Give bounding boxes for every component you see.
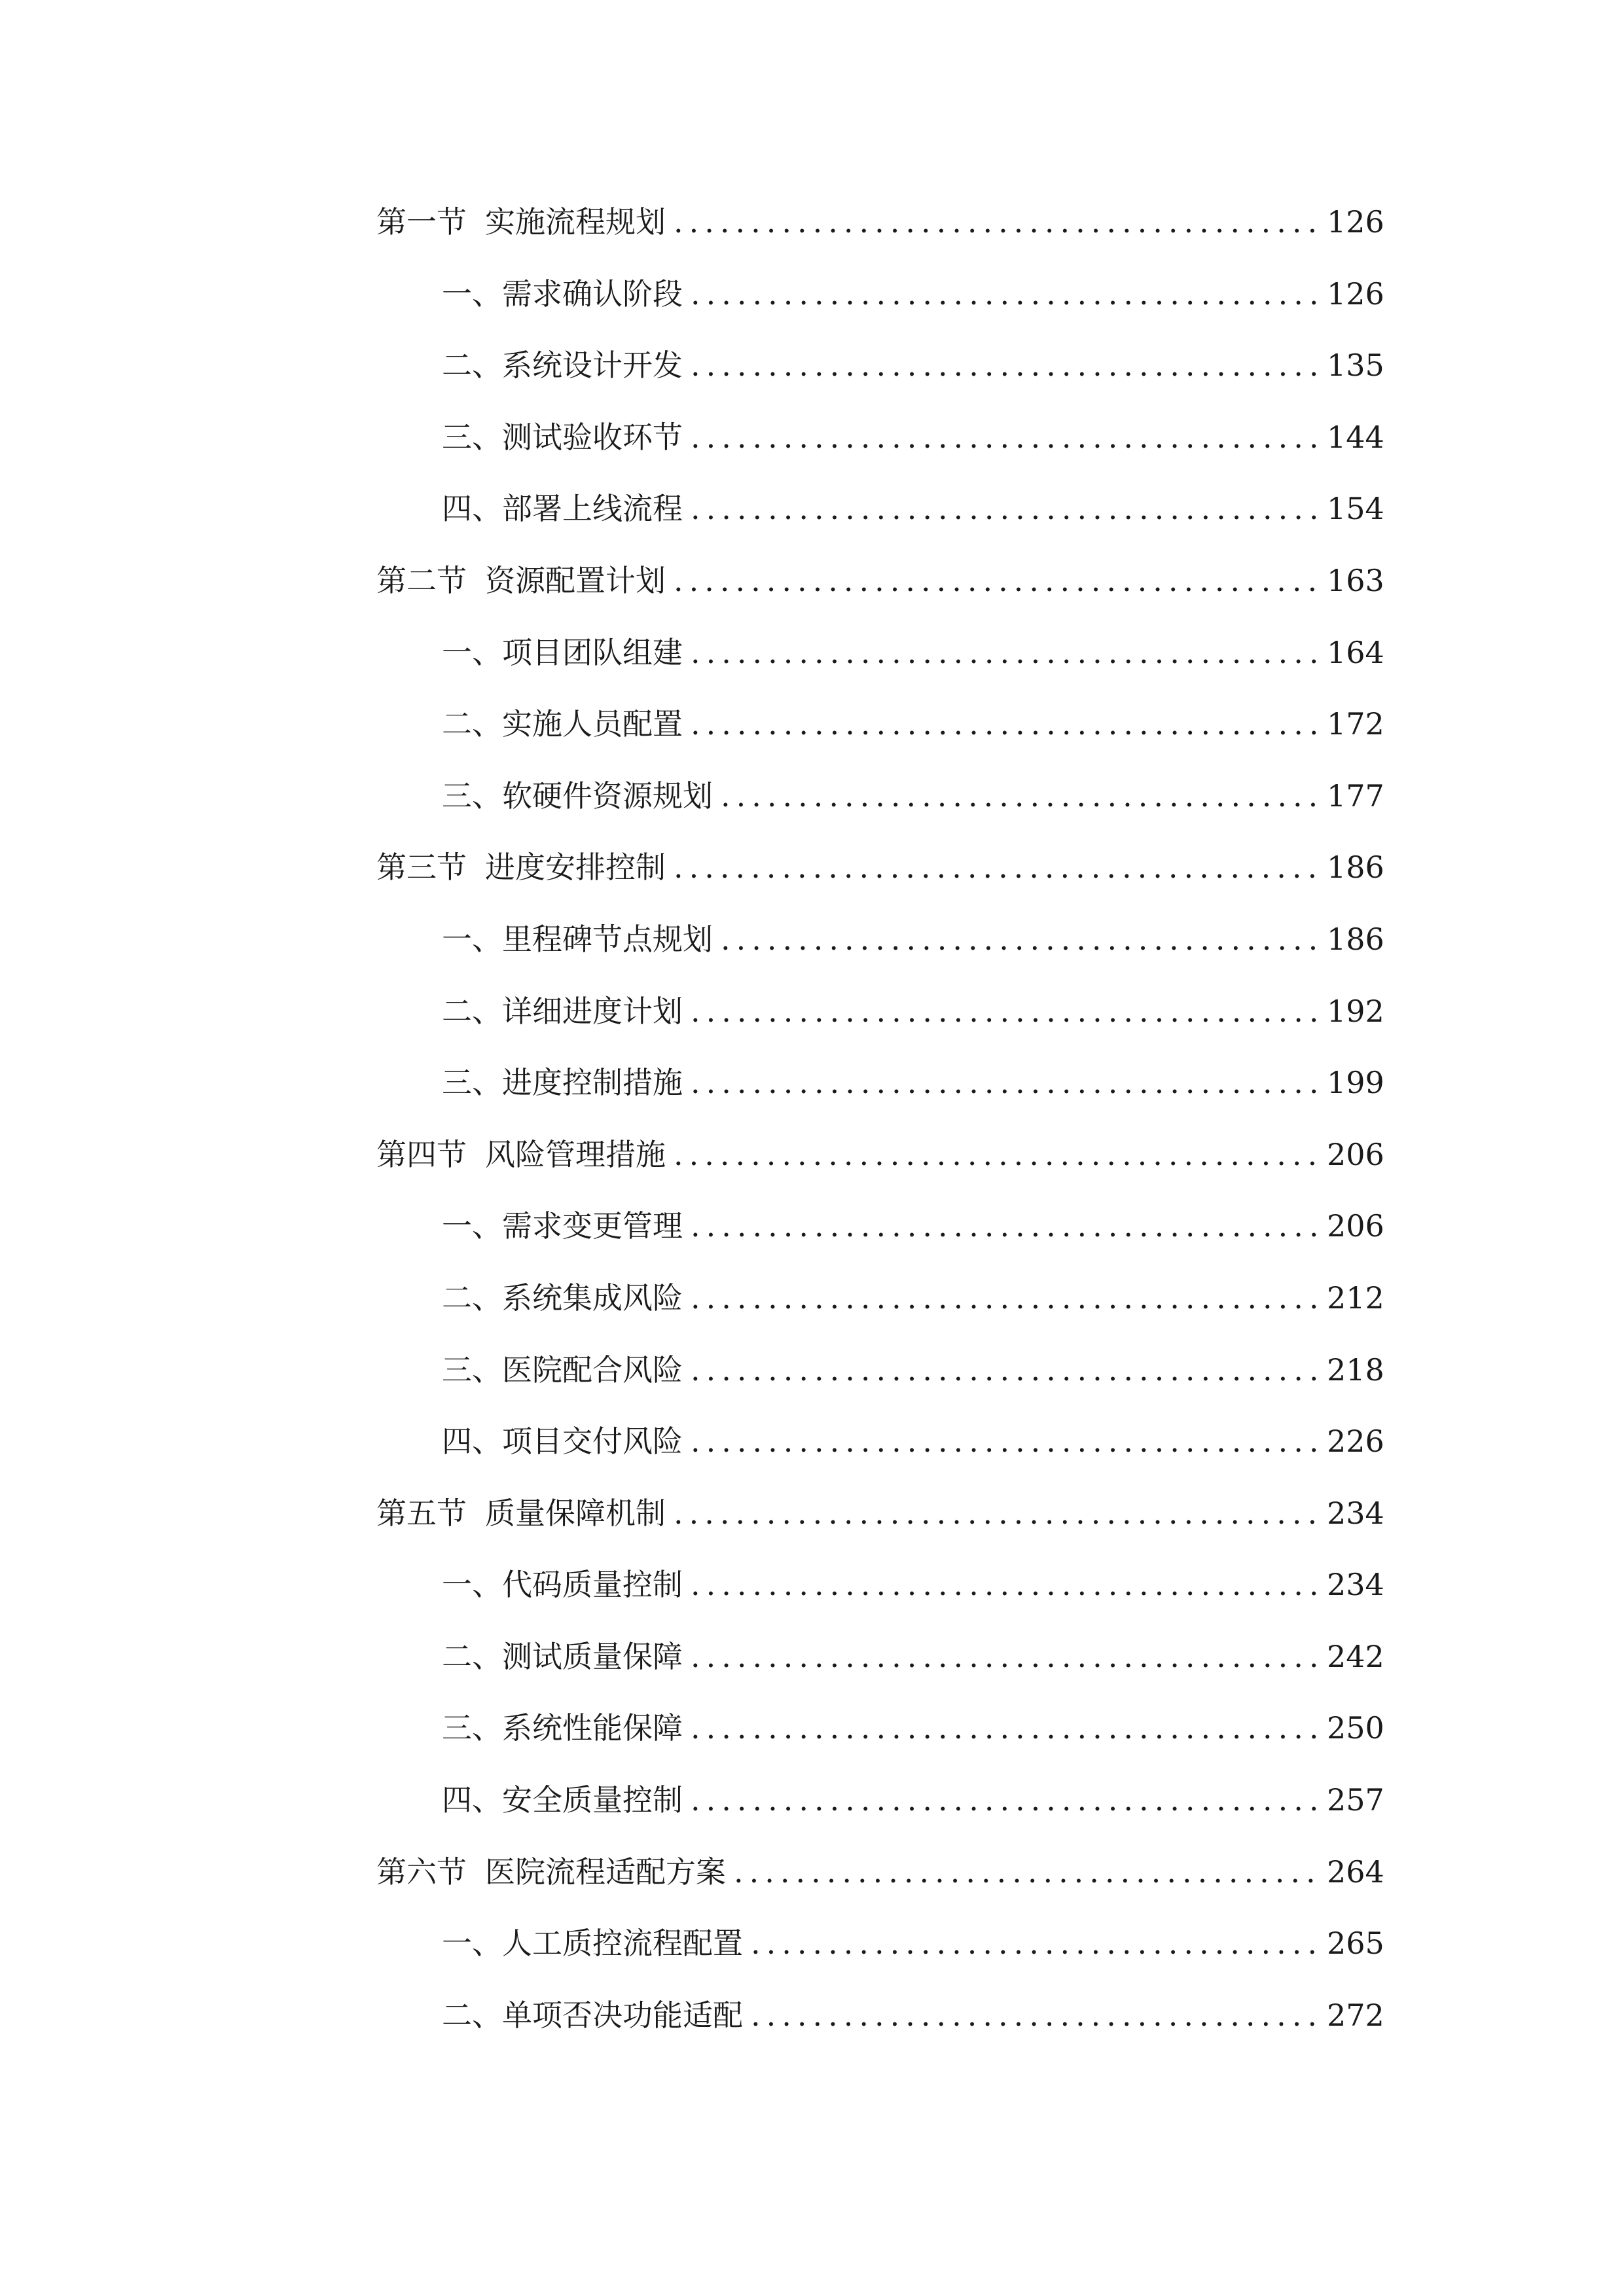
toc-entry[interactable] [376,1908,1384,1980]
table-of-contents [376,187,1384,2051]
dot-leader [691,1047,1318,1119]
toc-entry-number: 一、 [442,921,502,957]
toc-entry-title: 里程碑节点规划 [502,921,713,957]
toc-entry-page: 234 [1327,1567,1384,1603]
toc-entry-title: 人工质控流程配置 [502,1926,743,1962]
toc-entry-number: 第一节 [376,204,467,240]
toc-entry[interactable] [376,1693,1384,1765]
toc-entry-number: 一、 [442,1567,502,1603]
dot-leader [691,689,1318,761]
dot-leader [691,1549,1318,1621]
toc-entry-page: 135 [1327,348,1384,384]
dot-leader [674,187,1318,259]
toc-entry[interactable] [376,187,1384,259]
toc-entry-number: 三、 [442,1352,502,1388]
dot-leader [721,904,1318,976]
dot-leader [691,1263,1318,1335]
toc-entry-page: 212 [1327,1280,1384,1316]
dot-leader [751,1908,1318,1980]
toc-entry-number: 三、 [442,778,502,814]
toc-entry-title: 医院配合风险 [502,1352,683,1388]
toc-entry-number: 二、 [442,1638,502,1674]
toc-entry-page: 186 [1327,921,1384,957]
dot-leader [691,1335,1318,1407]
toc-entry-number: 一、 [442,634,502,670]
toc-entry-title: 详细进度计划 [502,993,683,1029]
toc-entry-title: 医院流程适配方案 [485,1854,726,1890]
toc-entry-title: 需求变更管理 [502,1208,683,1244]
toc-entry-page: 206 [1327,1136,1384,1172]
toc-entry-number: 二、 [442,1997,502,2033]
toc-entry-number: 三、 [442,1065,502,1101]
toc-entry-title: 代码质量控制 [502,1567,683,1603]
dot-leader [691,1621,1318,1693]
toc-entry-page: 206 [1327,1208,1384,1244]
toc-entry[interactable] [376,1406,1384,1478]
toc-entry-title: 进度安排控制 [485,850,666,886]
toc-entry-number: 三、 [442,1710,502,1746]
dot-leader [674,1478,1318,1550]
toc-entry-title: 安全质量控制 [502,1782,683,1818]
toc-entry-page: 218 [1327,1352,1384,1388]
dot-leader [674,832,1318,904]
dot-leader [721,761,1318,833]
toc-entry[interactable] [376,1621,1384,1693]
toc-entry-page: 250 [1327,1710,1384,1746]
dot-leader [691,1693,1318,1765]
toc-entry-page: 144 [1327,419,1384,455]
toc-entry[interactable] [376,1263,1384,1335]
toc-entry-page: 234 [1327,1495,1384,1531]
toc-entry-page: 126 [1327,204,1384,240]
toc-entry-page: 172 [1327,706,1384,742]
toc-entry-number: 一、 [442,276,502,312]
toc-entry[interactable] [376,1119,1384,1191]
toc-entry-number: 第五节 [376,1495,467,1531]
dot-leader [674,1119,1318,1191]
toc-entry-page: 192 [1327,993,1384,1029]
dot-leader [691,976,1318,1048]
toc-entry[interactable] [376,473,1384,545]
toc-entry-page: 264 [1327,1854,1384,1890]
toc-entry-number: 第六节 [376,1854,467,1890]
toc-entry-title: 实施流程规划 [485,204,666,240]
toc-entry-number: 二、 [442,1280,502,1316]
toc-entry-page: 154 [1327,491,1384,527]
toc-entry-number: 第二节 [376,562,467,598]
toc-entry[interactable] [376,1980,1384,2052]
toc-entry-page: 199 [1327,1065,1384,1101]
dot-leader [691,473,1318,545]
toc-entry-page: 242 [1327,1638,1384,1674]
toc-entry-page: 177 [1327,778,1384,814]
dot-leader [691,1191,1318,1263]
toc-entry-number: 四、 [442,1782,502,1818]
toc-entry[interactable] [376,330,1384,402]
toc-entry-number: 一、 [442,1208,502,1244]
toc-entry-title: 项目团队组建 [502,634,683,670]
toc-entry-page: 163 [1327,562,1384,598]
dot-leader [691,1765,1318,1837]
toc-entry-number: 一、 [442,1926,502,1962]
toc-entry-page: 257 [1327,1782,1384,1818]
toc-entry[interactable] [376,545,1384,617]
toc-entry[interactable] [376,1765,1384,1837]
toc-entry[interactable] [376,1335,1384,1407]
toc-entry-number: 二、 [442,348,502,384]
toc-entry-title: 系统集成风险 [502,1280,683,1316]
toc-entry-number: 三、 [442,419,502,455]
toc-entry[interactable] [376,1478,1384,1550]
toc-entry[interactable] [376,1837,1384,1909]
toc-entry-title: 质量保障机制 [485,1495,666,1531]
toc-entry-title: 项目交付风险 [502,1424,683,1460]
toc-entry-title: 测试验收环节 [502,419,683,455]
toc-entry[interactable] [376,689,1384,761]
toc-entry-title: 部署上线流程 [502,491,683,527]
toc-entry-title: 进度控制措施 [502,1065,683,1101]
toc-entry[interactable] [376,1191,1384,1263]
toc-entry[interactable] [376,976,1384,1048]
dot-leader [751,1980,1318,2052]
dot-leader [734,1837,1318,1909]
toc-entry[interactable] [376,904,1384,976]
dot-leader [691,259,1318,331]
toc-entry-page: 186 [1327,850,1384,886]
dot-leader [691,402,1318,474]
toc-entry-number: 四、 [442,1424,502,1460]
toc-entry[interactable] [376,832,1384,904]
toc-entry[interactable] [376,259,1384,331]
toc-entry-number: 二、 [442,706,502,742]
toc-entry[interactable] [376,402,1384,474]
toc-entry-title: 测试质量保障 [502,1638,683,1674]
toc-entry-number: 第三节 [376,850,467,886]
toc-entry-title: 单项否决功能适配 [502,1997,743,2033]
toc-entry-title: 需求确认阶段 [502,276,683,312]
toc-entry[interactable] [376,1549,1384,1621]
toc-entry-title: 资源配置计划 [485,562,666,598]
toc-entry-page: 126 [1327,276,1384,312]
toc-entry-title: 软硬件资源规划 [502,778,713,814]
toc-entry-page: 265 [1327,1926,1384,1962]
dot-leader [691,1406,1318,1478]
toc-entry-page: 272 [1327,1997,1384,2033]
toc-entry-page: 226 [1327,1424,1384,1460]
toc-entry[interactable] [376,1047,1384,1119]
toc-entry-title: 系统性能保障 [502,1710,683,1746]
toc-entry-title: 实施人员配置 [502,706,683,742]
toc-entry-title: 系统设计开发 [502,348,683,384]
toc-entry[interactable] [376,761,1384,833]
dot-leader [674,545,1318,617]
dot-leader [691,617,1318,689]
toc-entry[interactable] [376,617,1384,689]
toc-entry-page: 164 [1327,634,1384,670]
dot-leader [691,330,1318,402]
toc-entry-number: 二、 [442,993,502,1029]
toc-entry-title: 风险管理措施 [485,1136,666,1172]
toc-entry-number: 第四节 [376,1136,467,1172]
toc-entry-number: 四、 [442,491,502,527]
